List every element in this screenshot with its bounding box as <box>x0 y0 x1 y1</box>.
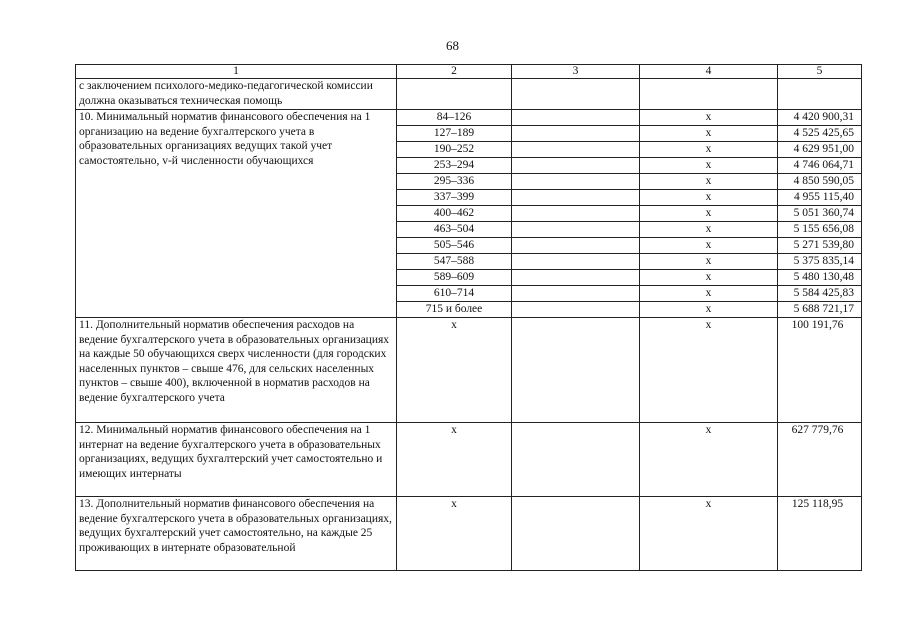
row11-value: 100 191,76 <box>778 318 862 423</box>
row10-value: 5 051 360,74 <box>778 206 862 222</box>
row10-col4: х <box>640 190 778 206</box>
row12-col3 <box>512 423 640 497</box>
row13-value: 125 118,95 <box>778 497 862 571</box>
row10-col4: х <box>640 286 778 302</box>
row10-col4: х <box>640 110 778 126</box>
row11-description: 11. Дополнительный норматив обеспечения расходов на ведение бухгалтерского учета в образовательных организациях на каждые 50 обучающихся сверх численности (для городских населенных пунктов – свыше 476, для сельских населенных пунктов – свыше 400), включенной в норматив расходов на ведение бухгалтерского учета <box>76 318 397 423</box>
row10-range: 127–189 <box>397 126 512 142</box>
row10-col3 <box>512 302 640 318</box>
row10-col3 <box>512 126 640 142</box>
row10-col4: х <box>640 206 778 222</box>
row10-col3 <box>512 286 640 302</box>
table-cell <box>397 79 512 110</box>
row10-col3 <box>512 110 640 126</box>
header-col-4: 4 <box>640 65 778 79</box>
table-row-10-range <box>76 110 862 126</box>
continued-description: с заключением психолого-медико-педагогической комиссии должна оказываться техническая помощь <box>76 79 397 110</box>
row10-col4: х <box>640 302 778 318</box>
row10-range: 84–126 <box>397 110 512 126</box>
table-cell <box>640 79 778 110</box>
table-row-11 <box>76 318 862 423</box>
row10-range: 547–588 <box>397 254 512 270</box>
row10-col3 <box>512 174 640 190</box>
row12-description: 12. Минимальный норматив финансового обеспечения на 1 интернат на ведение бухгалтерского учета в образовательных организациях, ведущих бухгалтерский учет самостоятельно и имеющих интернаты <box>76 423 397 497</box>
row12-value: 627 779,76 <box>778 423 862 497</box>
table-cell <box>778 79 862 110</box>
table-row-12 <box>76 423 862 497</box>
row10-value: 5 584 425,83 <box>778 286 862 302</box>
row10-value: 5 688 721,17 <box>778 302 862 318</box>
header-col-5: 5 <box>778 65 862 79</box>
row10-col4: х <box>640 238 778 254</box>
page-number: 68 <box>446 38 459 53</box>
row10-range: 253–294 <box>397 158 512 174</box>
header-row <box>76 65 862 79</box>
row11-col4: х <box>640 318 778 423</box>
row10-col3 <box>512 206 640 222</box>
row10-col3 <box>512 222 640 238</box>
row10-col3 <box>512 142 640 158</box>
row10-col4: х <box>640 142 778 158</box>
row10-range: 715 и более <box>397 302 512 318</box>
row10-col4: х <box>640 270 778 286</box>
row10-range: 337–399 <box>397 190 512 206</box>
row10-range: 589–609 <box>397 270 512 286</box>
row10-value: 4 746 064,71 <box>778 158 862 174</box>
row10-value: 4 955 115,40 <box>778 190 862 206</box>
row10-range: 190–252 <box>397 142 512 158</box>
norms-table <box>75 64 862 571</box>
row10-range: 295–336 <box>397 174 512 190</box>
row10-value: 4 525 425,65 <box>778 126 862 142</box>
header-col-2: 2 <box>397 65 512 79</box>
row13-col3 <box>512 497 640 571</box>
row13-description: 13. Дополнительный норматив финансового обеспечения на ведение бухгалтерского учета в образовательных организациях, ведущих бухгалтерский учет самостоятельно, на каждые 25 проживающих в интернате образовательной <box>76 497 397 571</box>
header-col-1: 1 <box>76 65 397 79</box>
row10-value: 4 420 900,31 <box>778 110 862 126</box>
row10-range: 463–504 <box>397 222 512 238</box>
row10-col3 <box>512 270 640 286</box>
row10-value: 4 850 590,05 <box>778 174 862 190</box>
row10-col3 <box>512 238 640 254</box>
row10-range: 400–462 <box>397 206 512 222</box>
row10-col4: х <box>640 254 778 270</box>
row10-value: 5 375 835,14 <box>778 254 862 270</box>
row10-description: 10. Минимальный норматив финансового обеспечения на 1 организацию на ведение бухгалтерского учета в образовательных организациях ведущих такой учет самостоятельно, v-й численности обучающихся <box>76 110 397 318</box>
row10-col4: х <box>640 158 778 174</box>
table-row-continued <box>76 79 862 110</box>
row11-col3 <box>512 318 640 423</box>
table-cell <box>512 79 640 110</box>
row10-col3 <box>512 190 640 206</box>
row10-col4: х <box>640 174 778 190</box>
header-col-3: 3 <box>512 65 640 79</box>
row10-col4: х <box>640 126 778 142</box>
row10-col3 <box>512 158 640 174</box>
row13-col2: х <box>397 497 512 571</box>
row10-range: 610–714 <box>397 286 512 302</box>
row10-value: 5 480 130,48 <box>778 270 862 286</box>
row10-value: 5 155 656,08 <box>778 222 862 238</box>
row11-col2: х <box>397 318 512 423</box>
row12-col2: х <box>397 423 512 497</box>
row10-value: 4 629 951,00 <box>778 142 862 158</box>
row13-col4: х <box>640 497 778 571</box>
row10-col4: х <box>640 222 778 238</box>
row12-col4: х <box>640 423 778 497</box>
row10-range: 505–546 <box>397 238 512 254</box>
row10-value: 5 271 539,80 <box>778 238 862 254</box>
row10-col3 <box>512 254 640 270</box>
table-row-13 <box>76 497 862 571</box>
